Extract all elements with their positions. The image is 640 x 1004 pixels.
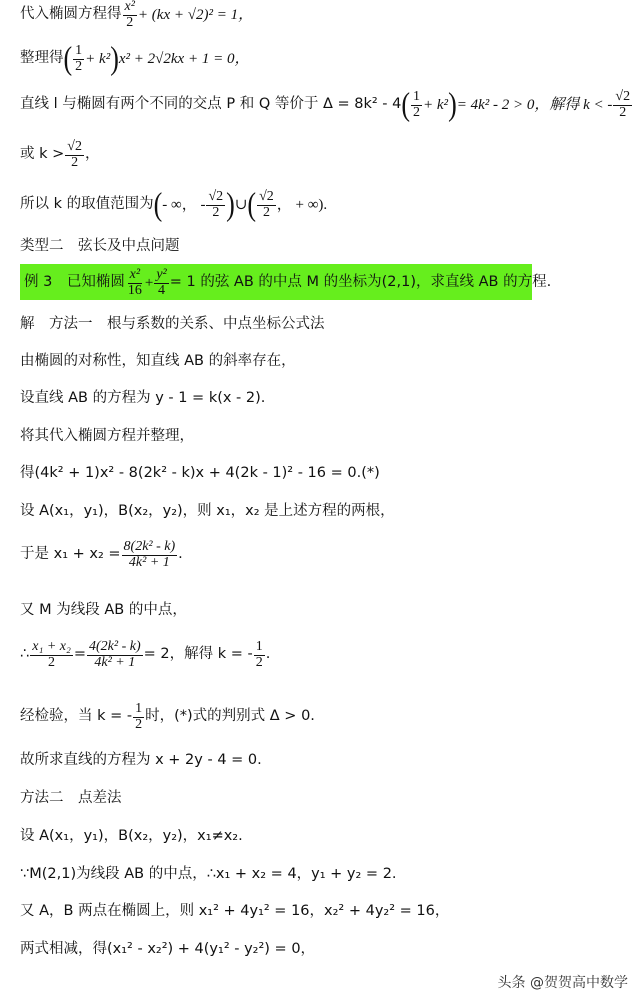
fraction-midpoint: $\frac{\text{x₁ + x₂}}{2}$	[32, 639, 71, 670]
fraction-one-half-2: $\frac{1}{2}$	[413, 89, 421, 120]
line-20: 设 A(x₁，y₁)，B(x₂，y₂)，x₁≠x₂.	[20, 828, 243, 844]
paren-right: )	[110, 40, 119, 77]
line-17: 经检验，当 k = - $\frac{1}{2}$ 时，(*)式的判别式 Δ > 0.	[20, 701, 315, 732]
fraction-sqrt2-over-2: $\frac{√2}{2}$	[615, 89, 631, 120]
line-5-text: 所以 k 的取值范围为	[20, 196, 154, 213]
example-3: 例 3 已知椭圆 $\frac{\text{x²}}{16}$ + $\frac{\text{y²}}{4}$ = 1 的弦 AB 的中点 M 的坐标为(2,1)，求直线 AB 的方程.	[24, 267, 552, 298]
line-4: 或 k > $\frac{√2}{2}$ ，	[20, 139, 100, 170]
line-4-text: 或 k >	[20, 146, 65, 163]
line-3-text: 直线 l 与椭圆有两个不同的交点 P 和 Q 等价于 Δ = 8k² - 4	[20, 96, 402, 113]
fraction-neg-half: $\frac{1}{2}$	[255, 639, 263, 670]
line-1-text: 代入椭圆方程得	[20, 6, 122, 23]
section-heading: 类型二 弦长及中点问题	[20, 238, 180, 254]
paren-left: (	[63, 40, 73, 77]
fraction-one-half: $\frac{1}{2}$	[75, 43, 83, 74]
line-9: 由椭圆的对称性，知直线 AB 的斜率存在，	[20, 353, 296, 369]
fraction-sqrt2-over-2-c: $\frac{√2}{2}$	[208, 189, 224, 220]
line-11: 将其代入椭圆方程并整理，	[20, 428, 194, 444]
line-22: 又 A，B 两点在椭圆上，则 x₁² + 4y₁² = 16，x₂² + 4y₂² = 16，	[20, 903, 450, 919]
example-3-text: = 1 的弦 AB 的中点 M 的坐标为(2,1)，求直线 AB 的方程.	[169, 274, 552, 291]
line-2-expr: x² + 2√2kx + 1 = 0，	[118, 51, 250, 68]
fraction-neg-half-2: $\frac{1}{2}$	[135, 701, 143, 732]
line-8: 解 方法一 根与系数的关系、中点坐标公式法	[20, 316, 325, 332]
line-3-expr: = 4k² - 2 > 0，解得 k < -	[456, 97, 613, 114]
line-1-expr: + (kx + √2)² = 1，	[137, 7, 254, 24]
example-3-label: 例 3 已知椭圆	[24, 274, 125, 291]
line-2: 整理得 ( $\frac{1}{2}$ + k² ) x² + 2√2kx + 1 = 0，	[20, 40, 250, 77]
fraction-midpoint-value: $\frac{\text{4(2k² - k)}}{\text{4k² + 1}}$	[89, 639, 141, 670]
line-10: 设直线 AB 的方程为 y - 1 = k(x - 2).	[20, 390, 266, 406]
fraction-sum-x: $\frac{\text{8(2k² - k)}}{\text{4k² + 1}}$	[123, 539, 176, 570]
line-2-text: 整理得	[20, 50, 64, 67]
line-3: 直线 l 与椭圆有两个不同的交点 P 和 Q 等价于 Δ = 8k² - 4 ( $\frac{1}{2}$ + k² ) = 4k² - 2 > 0，解得 k < - $\frac{√2}{2}$	[20, 86, 631, 123]
line-14: 于是 x₁ + x₂ = $\frac{\text{8(2k² - k)}}{\text{4k² + 1}}$ .	[20, 539, 183, 570]
fraction-sqrt2-over-2-b: $\frac{√2}{2}$	[67, 139, 82, 170]
line-15: 又 M 为线段 AB 的中点，	[20, 602, 187, 618]
line-23: 两式相减，得(x₁² - x₂²) + 4(y₁² - y₂²) = 0，	[20, 941, 316, 957]
line-5: 所以 k 的取值范围为 ( - ∞， - $\frac{√2}{2}$ ) ∪ ( $\frac{√2}{2}$ ， + ∞).	[20, 186, 328, 223]
line-16: ∴ $\frac{\text{x₁ + x₂}}{2}$ = $\frac{\text{4(2k² - k)}}{\text{4k² + 1}}$ = 2，解得 k = - $\frac{1}{2}$ .	[20, 639, 271, 670]
watermark-footer: 头条 @贺贺高中数学	[497, 975, 628, 991]
line-19: 方法二 点差法	[20, 790, 122, 806]
fraction-sqrt2-over-2-d: $\frac{√2}{2}$	[259, 189, 274, 220]
line-12: 得(4k² + 1)x² - 8(2k² - k)x + 4(2k - 1)² - 16 = 0.(*)	[20, 465, 380, 481]
line-1	[20, 0, 253, 30]
line-13: 设 A(x₁，y₁)，B(x₂，y₂)，则 x₁，x₂ 是上述方程的两根，	[20, 503, 395, 519]
fraction-x2-over-2: $\frac{\text{x²}}{2}$	[124, 0, 135, 30]
fraction-x2-over-16: $\frac{\text{x²}}{16}$	[127, 267, 142, 298]
line-18: 故所求直线的方程为 x + 2y - 4 = 0.	[20, 752, 262, 768]
fraction-y2-over-4: $\frac{\text{y²}}{4}$	[156, 267, 167, 298]
line-21: ∵M(2,1)为线段 AB 的中点，∴x₁ + x₂ = 4，y₁ + y₂ = 2.	[20, 866, 397, 882]
